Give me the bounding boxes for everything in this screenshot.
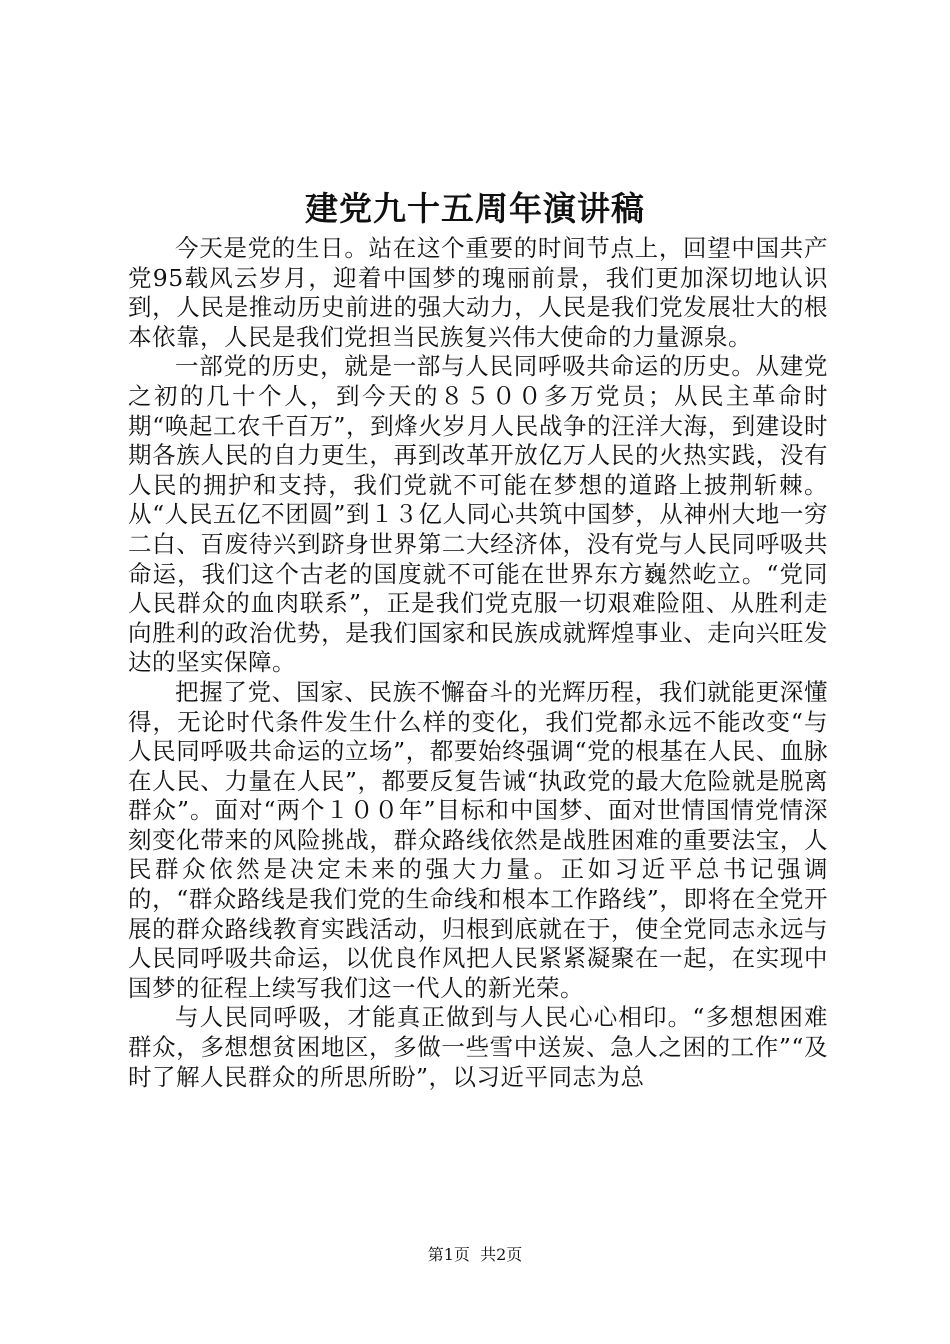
page-total: 共2页 — [480, 1245, 523, 1264]
paragraph-4: 与人民同呼吸，才能真正做到与人民心心相印。“多想想困难群众，多想想贫困地区，多做一些雪中送炭、急人之困的工作”“及时了解人民群众的所思所盼”，以习近平同志为总 — [128, 1003, 828, 1091]
document-body — [128, 234, 828, 1092]
paragraph-1: 今天是党的生日。站在这个重要的时间节点上，回望中国共产党95载风云岁月，迎着中国梦的瑰丽前景，我们更加深切地认识到，人民是推动历史前进的强大动力，人民是我们党发展壮大的根本依靠，人民是我们党担当民族复兴伟大使命的力量源泉。 — [128, 234, 828, 351]
paragraph-3: 把握了党、国家、民族不懈奋斗的光辉历程，我们就能更深懂得，无论时代条件发生什么样的变化，我们党都永远不能改变“与人民同呼吸共命运的立场”，都要始终强调“党的根基在人民、血脉在人民、力量在人民”，都要反复告诫“执政党的最大危险就是脱离群众”。面对“两个１００年”目标和中国梦、面对世情国情党情深刻变化带来的风险挑战，群众路线依然是战胜困难的重要法宝，人民群众依然是决定未来的强大力量。正如习近平总书记强调的，“群众路线是我们党的生命线和根本工作路线”，即将在全党开展的群众路线教育实践活动，归根到底就在于，使全党同志永远与人民同呼吸共命运，以优良作风把人民紧紧凝聚在一起，在实现中国梦的征程上续写我们这一代人的新光荣。 — [128, 677, 828, 1002]
paragraph-2: 一部党的历史，就是一部与人民同呼吸共命运的历史。从建党之初的几十个人，到今天的８５００多万党员；从民主革命时期“唤起工农千百万”，到烽火岁月人民战争的汪洋大海，到建设时期各族人民的自力更生，再到改革开放亿万人民的火热实践，没有人民的拥护和支持，我们党就不可能在梦想的道路上披荆斩棘。从“人民五亿不团圆”到１３亿人同心共筑中国梦，从神州大地一穷二白、百废待兴到跻身世界第二大经济体，没有党与人民同呼吸共命运，我们这个古老的国度就不可能在世界东方巍然屹立。“党同人民群众的血肉联系”，正是我们党克服一切艰难险阻、从胜利走向胜利的政治优势，是我们国家和民族成就辉煌事业、走向兴旺发达的坚实保障。 — [128, 352, 828, 677]
page-number: 第1页 — [427, 1245, 470, 1264]
page-footer — [0, 1244, 950, 1266]
document-title: 建党九十五周年演讲稿 — [305, 189, 645, 228]
